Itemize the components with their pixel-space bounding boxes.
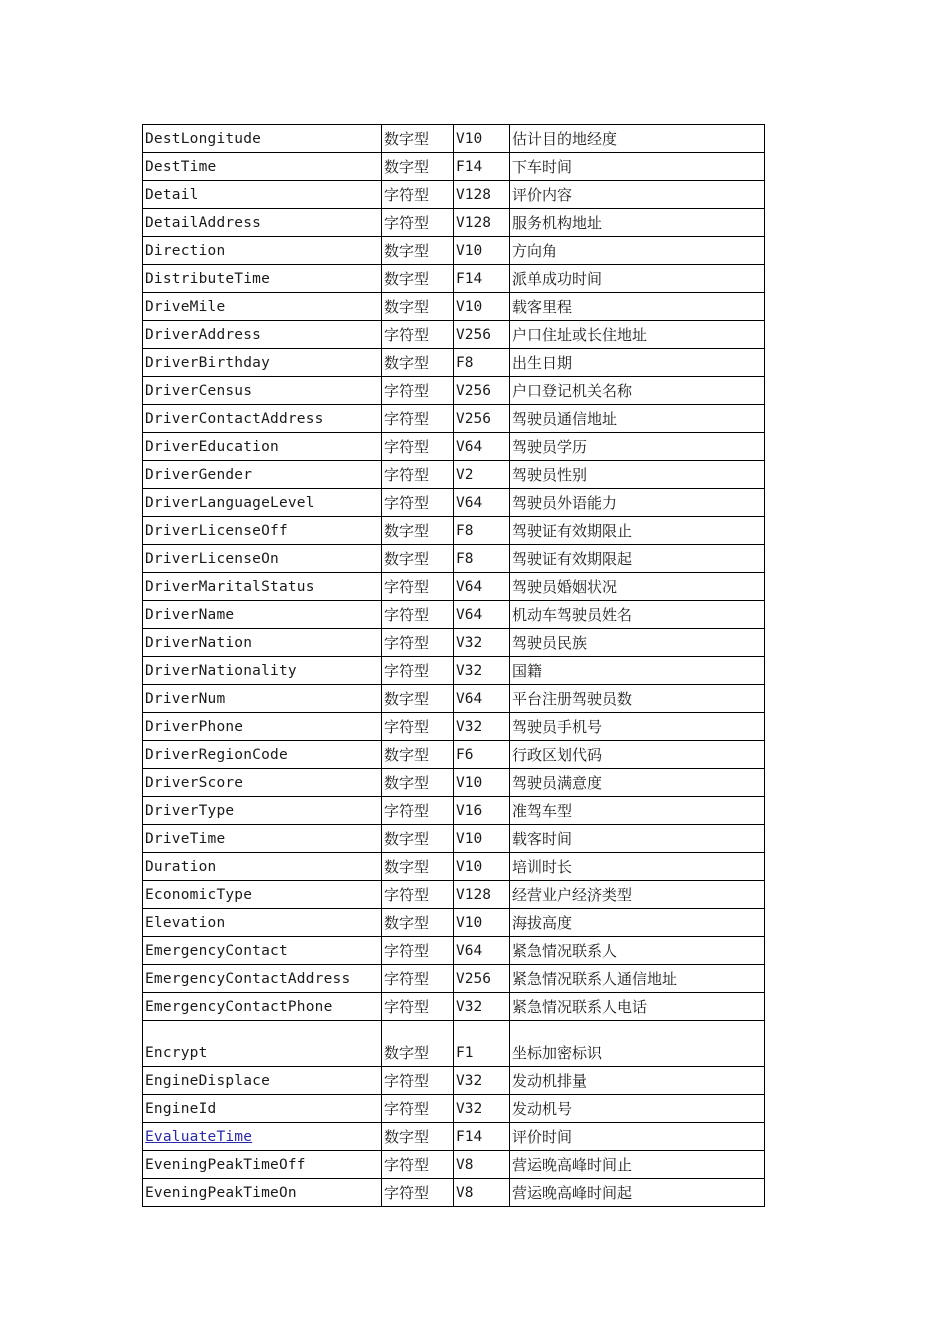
table-body [143, 125, 765, 1207]
length-cell: V128 [454, 209, 510, 237]
length-cell: V128 [454, 181, 510, 209]
field-name-cell: DetailAddress [143, 209, 382, 237]
field-name-cell: DriverLicenseOn [143, 545, 382, 573]
field-name-cell: EmergencyContactAddress [143, 965, 382, 993]
data-type-cell: 数字型 [382, 909, 454, 937]
table-row [143, 937, 765, 965]
data-type-cell: 数字型 [382, 153, 454, 181]
description-cell: 机动车驾驶员姓名 [510, 601, 765, 629]
length-cell: V8 [454, 1179, 510, 1207]
length-cell: V256 [454, 377, 510, 405]
field-name-cell: EmergencyContactPhone [143, 993, 382, 1021]
data-type-cell: 数字型 [382, 769, 454, 797]
length-cell: V256 [454, 965, 510, 993]
length-cell: V32 [454, 1095, 510, 1123]
field-name-cell: DestLongitude [143, 125, 382, 153]
field-definition-table [142, 124, 765, 1207]
description-cell: 户口住址或长住地址 [510, 321, 765, 349]
description-cell: 驾驶员外语能力 [510, 489, 765, 517]
length-cell: V10 [454, 769, 510, 797]
data-type-cell: 字符型 [382, 377, 454, 405]
description-cell: 营运晚高峰时间起 [510, 1179, 765, 1207]
table-row [143, 657, 765, 685]
field-name-cell: DriverRegionCode [143, 741, 382, 769]
description-cell: 营运晚高峰时间止 [510, 1151, 765, 1179]
description-cell: 派单成功时间 [510, 265, 765, 293]
data-type-cell: 数字型 [382, 517, 454, 545]
length-cell: F8 [454, 545, 510, 573]
table-row [143, 517, 765, 545]
description-cell: 驾驶员满意度 [510, 769, 765, 797]
data-type-cell: 数字型 [382, 349, 454, 377]
field-name-cell: DriverNation [143, 629, 382, 657]
data-type-cell: 字符型 [382, 181, 454, 209]
data-type-cell: 数字型 [382, 853, 454, 881]
data-type-cell: 数字型 [382, 125, 454, 153]
length-cell: F14 [454, 265, 510, 293]
length-cell: V64 [454, 685, 510, 713]
field-name-cell: EngineDisplace [143, 1067, 382, 1095]
field-name-cell: DriverNationality [143, 657, 382, 685]
table-row [143, 965, 765, 993]
length-cell: V256 [454, 405, 510, 433]
length-cell: V64 [454, 937, 510, 965]
field-name-cell: EveningPeakTimeOn [143, 1179, 382, 1207]
length-cell: V64 [454, 433, 510, 461]
table-row [143, 153, 765, 181]
description-cell: 经营业户经济类型 [510, 881, 765, 909]
data-type-cell: 数字型 [382, 1021, 454, 1067]
data-type-cell: 字符型 [382, 405, 454, 433]
field-name-cell: DriverLanguageLevel [143, 489, 382, 517]
field-name-cell: DriverContactAddress [143, 405, 382, 433]
length-cell: V8 [454, 1151, 510, 1179]
table-row [143, 321, 765, 349]
length-cell: F8 [454, 349, 510, 377]
table-row [143, 797, 765, 825]
table-row [143, 181, 765, 209]
description-cell: 平台注册驾驶员数 [510, 685, 765, 713]
description-cell: 坐标加密标识 [510, 1021, 765, 1067]
data-type-cell: 字符型 [382, 1067, 454, 1095]
data-type-cell: 字符型 [382, 1179, 454, 1207]
field-name-cell: Direction [143, 237, 382, 265]
data-type-cell: 字符型 [382, 881, 454, 909]
data-type-cell: 字符型 [382, 937, 454, 965]
length-cell: V32 [454, 1067, 510, 1095]
description-cell: 出生日期 [510, 349, 765, 377]
length-cell: V32 [454, 657, 510, 685]
data-type-cell: 数字型 [382, 1123, 454, 1151]
description-cell: 海拔高度 [510, 909, 765, 937]
field-name-cell: Elevation [143, 909, 382, 937]
table-row [143, 573, 765, 601]
table-row [143, 1021, 765, 1067]
data-type-cell: 字符型 [382, 713, 454, 741]
description-cell: 驾驶员学历 [510, 433, 765, 461]
table-row [143, 713, 765, 741]
length-cell: V10 [454, 237, 510, 265]
field-name-cell: EveningPeakTimeOff [143, 1151, 382, 1179]
data-type-cell: 字符型 [382, 993, 454, 1021]
data-type-cell: 字符型 [382, 657, 454, 685]
field-name-cell: DistributeTime [143, 265, 382, 293]
length-cell: V32 [454, 993, 510, 1021]
field-name-cell: DriverName [143, 601, 382, 629]
data-type-cell: 字符型 [382, 601, 454, 629]
length-cell: F14 [454, 1123, 510, 1151]
length-cell: F1 [454, 1021, 510, 1067]
field-name-cell: DriverAddress [143, 321, 382, 349]
data-type-cell: 字符型 [382, 321, 454, 349]
description-cell: 紧急情况联系人电话 [510, 993, 765, 1021]
data-type-cell: 字符型 [382, 573, 454, 601]
field-name-cell [143, 1123, 382, 1151]
table-row [143, 1067, 765, 1095]
description-cell: 驾驶员民族 [510, 629, 765, 657]
description-cell: 服务机构地址 [510, 209, 765, 237]
description-cell: 下车时间 [510, 153, 765, 181]
field-name-cell: DriverCensus [143, 377, 382, 405]
length-cell: V10 [454, 293, 510, 321]
data-type-cell: 字符型 [382, 209, 454, 237]
description-cell: 紧急情况联系人 [510, 937, 765, 965]
table-row [143, 433, 765, 461]
length-cell: F6 [454, 741, 510, 769]
length-cell: V64 [454, 573, 510, 601]
table-row [143, 825, 765, 853]
table-row [143, 1151, 765, 1179]
description-cell: 紧急情况联系人通信地址 [510, 965, 765, 993]
table-row [143, 265, 765, 293]
table-row [143, 993, 765, 1021]
field-name-cell: DriverPhone [143, 713, 382, 741]
description-cell: 准驾车型 [510, 797, 765, 825]
field-name-cell: DriverMaritalStatus [143, 573, 382, 601]
description-cell: 驾驶员性别 [510, 461, 765, 489]
table-row [143, 909, 765, 937]
description-cell: 评价内容 [510, 181, 765, 209]
data-type-cell: 字符型 [382, 629, 454, 657]
field-name-cell: DriverEducation [143, 433, 382, 461]
table-row [143, 1123, 765, 1151]
table-row [143, 853, 765, 881]
length-cell: V10 [454, 853, 510, 881]
length-cell: V2 [454, 461, 510, 489]
length-cell: V64 [454, 601, 510, 629]
field-name-link[interactable]: EvaluateTime [145, 1129, 253, 1145]
data-type-cell: 字符型 [382, 433, 454, 461]
length-cell: F14 [454, 153, 510, 181]
data-type-cell: 数字型 [382, 293, 454, 321]
field-name-cell: DriveMile [143, 293, 382, 321]
length-cell: V16 [454, 797, 510, 825]
length-cell: V64 [454, 489, 510, 517]
description-cell: 驾驶证有效期限止 [510, 517, 765, 545]
data-type-cell: 数字型 [382, 265, 454, 293]
data-type-cell: 字符型 [382, 489, 454, 517]
field-name-cell: DriverType [143, 797, 382, 825]
data-type-cell: 数字型 [382, 741, 454, 769]
table-row [143, 1179, 765, 1207]
description-cell: 行政区划代码 [510, 741, 765, 769]
description-cell: 培训时长 [510, 853, 765, 881]
table-row [143, 237, 765, 265]
description-cell: 发动机号 [510, 1095, 765, 1123]
length-cell: V32 [454, 713, 510, 741]
description-cell: 驾驶员通信地址 [510, 405, 765, 433]
table-row [143, 881, 765, 909]
field-name-cell: DriverGender [143, 461, 382, 489]
field-name-cell: Detail [143, 181, 382, 209]
data-type-cell: 字符型 [382, 461, 454, 489]
length-cell: V128 [454, 881, 510, 909]
table-row [143, 545, 765, 573]
data-type-cell: 数字型 [382, 545, 454, 573]
description-cell: 发动机排量 [510, 1067, 765, 1095]
length-cell: V32 [454, 629, 510, 657]
field-name-cell: DriverNum [143, 685, 382, 713]
table-row [143, 349, 765, 377]
table-row [143, 741, 765, 769]
table-row [143, 769, 765, 797]
data-type-cell: 字符型 [382, 1151, 454, 1179]
table-row [143, 405, 765, 433]
data-type-cell: 数字型 [382, 825, 454, 853]
description-cell: 载客里程 [510, 293, 765, 321]
field-name-cell: Duration [143, 853, 382, 881]
table-row [143, 1095, 765, 1123]
data-type-cell: 数字型 [382, 685, 454, 713]
field-name-cell: EngineId [143, 1095, 382, 1123]
field-name-cell: DestTime [143, 153, 382, 181]
description-cell: 估计目的地经度 [510, 125, 765, 153]
length-cell: V10 [454, 125, 510, 153]
description-cell: 评价时间 [510, 1123, 765, 1151]
table-row [143, 209, 765, 237]
table-row [143, 489, 765, 517]
field-name-cell: DriveTime [143, 825, 382, 853]
table-row [143, 601, 765, 629]
table-row [143, 685, 765, 713]
description-cell: 方向角 [510, 237, 765, 265]
data-type-cell: 字符型 [382, 797, 454, 825]
field-name-cell: EmergencyContact [143, 937, 382, 965]
description-cell: 驾驶员手机号 [510, 713, 765, 741]
table-row [143, 629, 765, 657]
data-type-cell: 字符型 [382, 965, 454, 993]
description-cell: 驾驶员婚姻状况 [510, 573, 765, 601]
field-name-cell: DriverBirthday [143, 349, 382, 377]
table-row [143, 293, 765, 321]
description-cell: 载客时间 [510, 825, 765, 853]
field-name-cell: DriverScore [143, 769, 382, 797]
data-type-cell: 数字型 [382, 237, 454, 265]
length-cell: F8 [454, 517, 510, 545]
description-cell: 国籍 [510, 657, 765, 685]
table-row [143, 377, 765, 405]
data-type-cell: 字符型 [382, 1095, 454, 1123]
table-row [143, 461, 765, 489]
length-cell: V10 [454, 825, 510, 853]
length-cell: V10 [454, 909, 510, 937]
length-cell: V256 [454, 321, 510, 349]
description-cell: 驾驶证有效期限起 [510, 545, 765, 573]
description-cell: 户口登记机关名称 [510, 377, 765, 405]
field-name-cell: DriverLicenseOff [143, 517, 382, 545]
field-name-cell: EconomicType [143, 881, 382, 909]
table-row [143, 125, 765, 153]
field-name-cell: Encrypt [143, 1021, 382, 1067]
